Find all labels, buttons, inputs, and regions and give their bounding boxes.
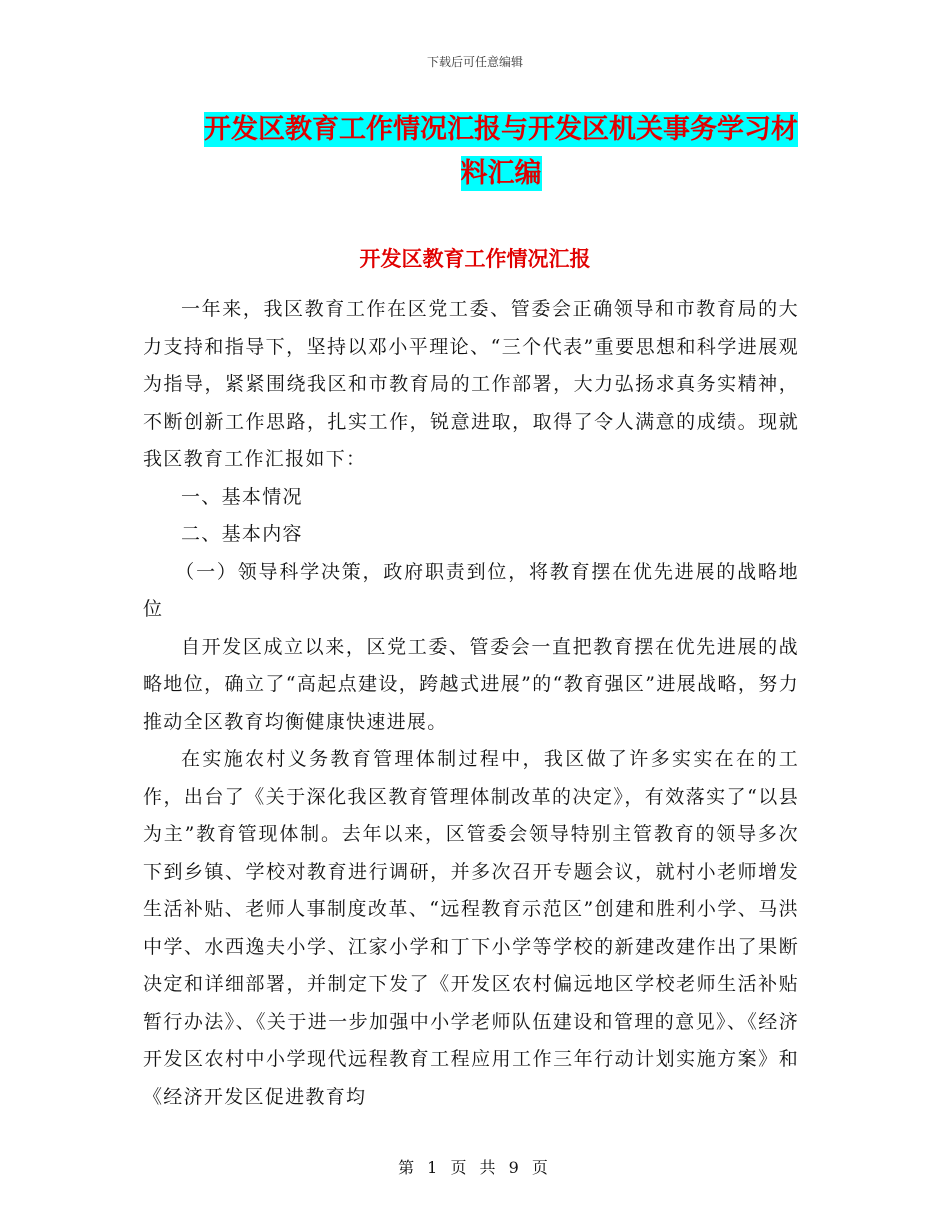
document-title [196, 108, 806, 196]
paragraph-strategy: 自开发区成立以来，区党工委、管委会一直把教育摆在优先进展的战略地位，确立了“高起点建设，跨越式进展”的“教育强区”进展战略，努力推动全区教育均衡健康快速进展。 [143, 635, 799, 733]
section-title: 开发区教育工作情况汇报 [359, 247, 591, 271]
paragraph-management: 在实施农村义务教育管理体制过程中，我区做了许多实实在在的工作，出台了《关于深化我区教育管理体制改革的决定》，有效落实了“以县为主”教育管现体制。去年以来，区管委会领导特别主管教育的领导多次下到乡镇、学校对教育进行调研，并多次召开专题会议，就村小老师增发生活补贴、老师人事制度改革、“远程教育示范区”创建和胜利小学、马洪中学、水西逸夫小学、江家小学和丁下小学等学校的新建改建作出了果断决定和详细部署，并制定下发了《开发区农村偏远地区学校老师生活补贴暂行办法》、《关于进一步加强中小学老师队伍建设和管理的意见》、《经济开发区农村中小学现代远程教育工程应用工作三年行动计划实施方案》和《经济开发区促进教育均 [143, 748, 799, 1108]
heading-basic-situation: 一、基本情况 [181, 485, 303, 508]
heading-basic-content: 二、基本内容 [181, 523, 303, 545]
paragraph-intro: 一年来，我区教育工作在区党工委、管委会正确领导和市教育局的大力支持和指导下，坚持以邓小平理论、“三个代表”重要思想和科学进展观为指导，紧紧围绕我区和市教育局的工作部署，大力弘扬求真务实精神，不断创新工作思路，扎实工作，锐意进取，取得了令人满意的成绩。现就我区教育工作汇报如下： [143, 298, 799, 470]
document-body [143, 291, 799, 1116]
document-title-text: 开发区教育工作情况汇报与开发区机关事务学习材料汇编 [204, 114, 798, 189]
header-note: 下载后可任意编辑 [426, 55, 523, 69]
subheading-leadership: （一）领导科学决策，政府职责到位，将教育摆在优先进展的战略地位 [143, 560, 799, 620]
page-number: 第 1 页 共 9 页 [398, 1158, 552, 1177]
